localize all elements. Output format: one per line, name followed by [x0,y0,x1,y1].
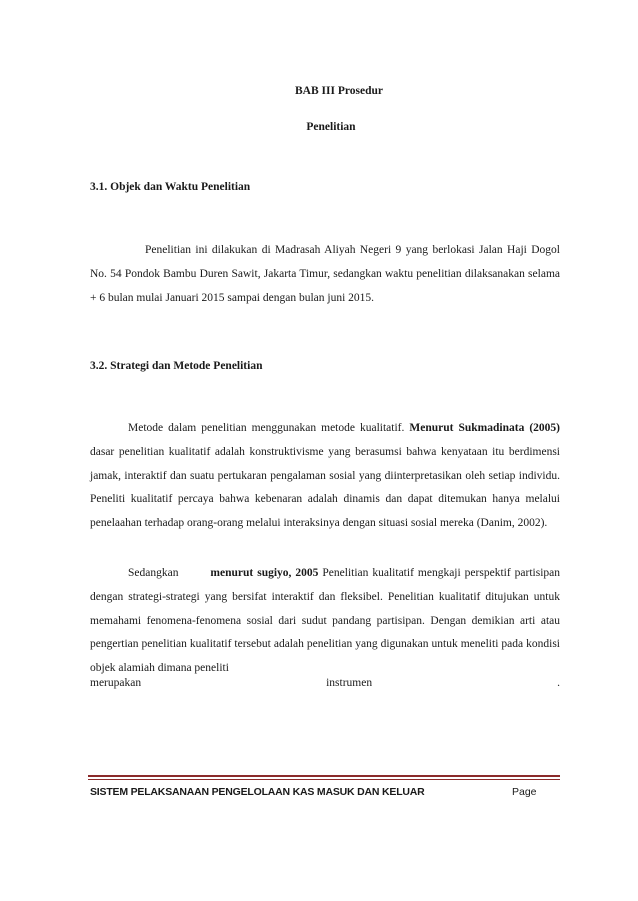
paragraph-last-line [90,677,560,689]
chapter-subtitle: Penelitian [306,121,356,133]
footer-page-label: Page [512,786,537,798]
footer-divider [88,775,560,777]
section-2-paragraph-2 [90,562,560,681]
paragraph-text-start: Metode dalam penelitian menggunakan metode kualitatif. [128,422,405,434]
footer-divider-thin [88,779,560,780]
citation-bold: menurut sugiyo, 2005 [210,567,319,579]
last-line-word-1: merupakan [90,677,142,689]
paragraph-text-start: Sedangkan [128,567,179,579]
last-line-word-2: instrumen [326,677,373,689]
paragraph-text-rest: dasar penelitian kualitatif adalah konstruktivisme yang berasumsi bahwa kenyataan itu berdimensi jamak, interaktif dan suatu pertukaran pengalaman sosial yang diinterpretasikan oleh setiap individu. Peneliti kualitatif percaya bahwa kebenaran adalah dinamis dan dapat ditemukan hanya melalui penelaahan terhadap orang-orang melalui interaksinya dengan situasi sosial mereka (Danim, 2002). [90,445,560,530]
last-line-word-3: . [557,677,560,689]
section-2-paragraph-1 [90,417,560,536]
section-heading-3-1: 3.1. Objek dan Waktu Penelitian [90,181,251,193]
chapter-title: BAB III Prosedur [295,85,383,97]
footer-title: SISTEM PELAKSANAAN PENGELOLAAN KAS MASUK DAN KELUAR [90,786,425,798]
citation-bold: Menurut Sukmadinata (2005) [409,422,560,434]
paragraph-text-rest: Penelitian kualitatif mengkaji perspektif partisipan dengan strategi-strategi yang bersifat interaktif dan fleksibel. Penelitian kualitatif ditujukan untuk memahami fenomena-fenomena sosial dari sudut pandang partisipan. Dengan demikian arti atau pengertian penelitian kualitatif tersebut adalah penelitian yang digunakan untuk meneliti pada kondisi objek alamiah dimana peneliti [90,567,561,675]
section-heading-3-2: 3.2. Strategi dan Metode Penelitian [90,360,263,372]
paragraph-text: Penelitian ini dilakukan di Madrasah Aliyah Negeri 9 yang berlokasi Jalan Haji Dogol No. 54 Pondok Bambu Duren Sawit, Jakarta Timur, sedangkan waktu penelitian dilaksanakan selama + 6 bulan mulai Januari 2015 sampai dengan bulan juni 2015. [90,244,560,304]
section-1-paragraph [90,239,560,310]
